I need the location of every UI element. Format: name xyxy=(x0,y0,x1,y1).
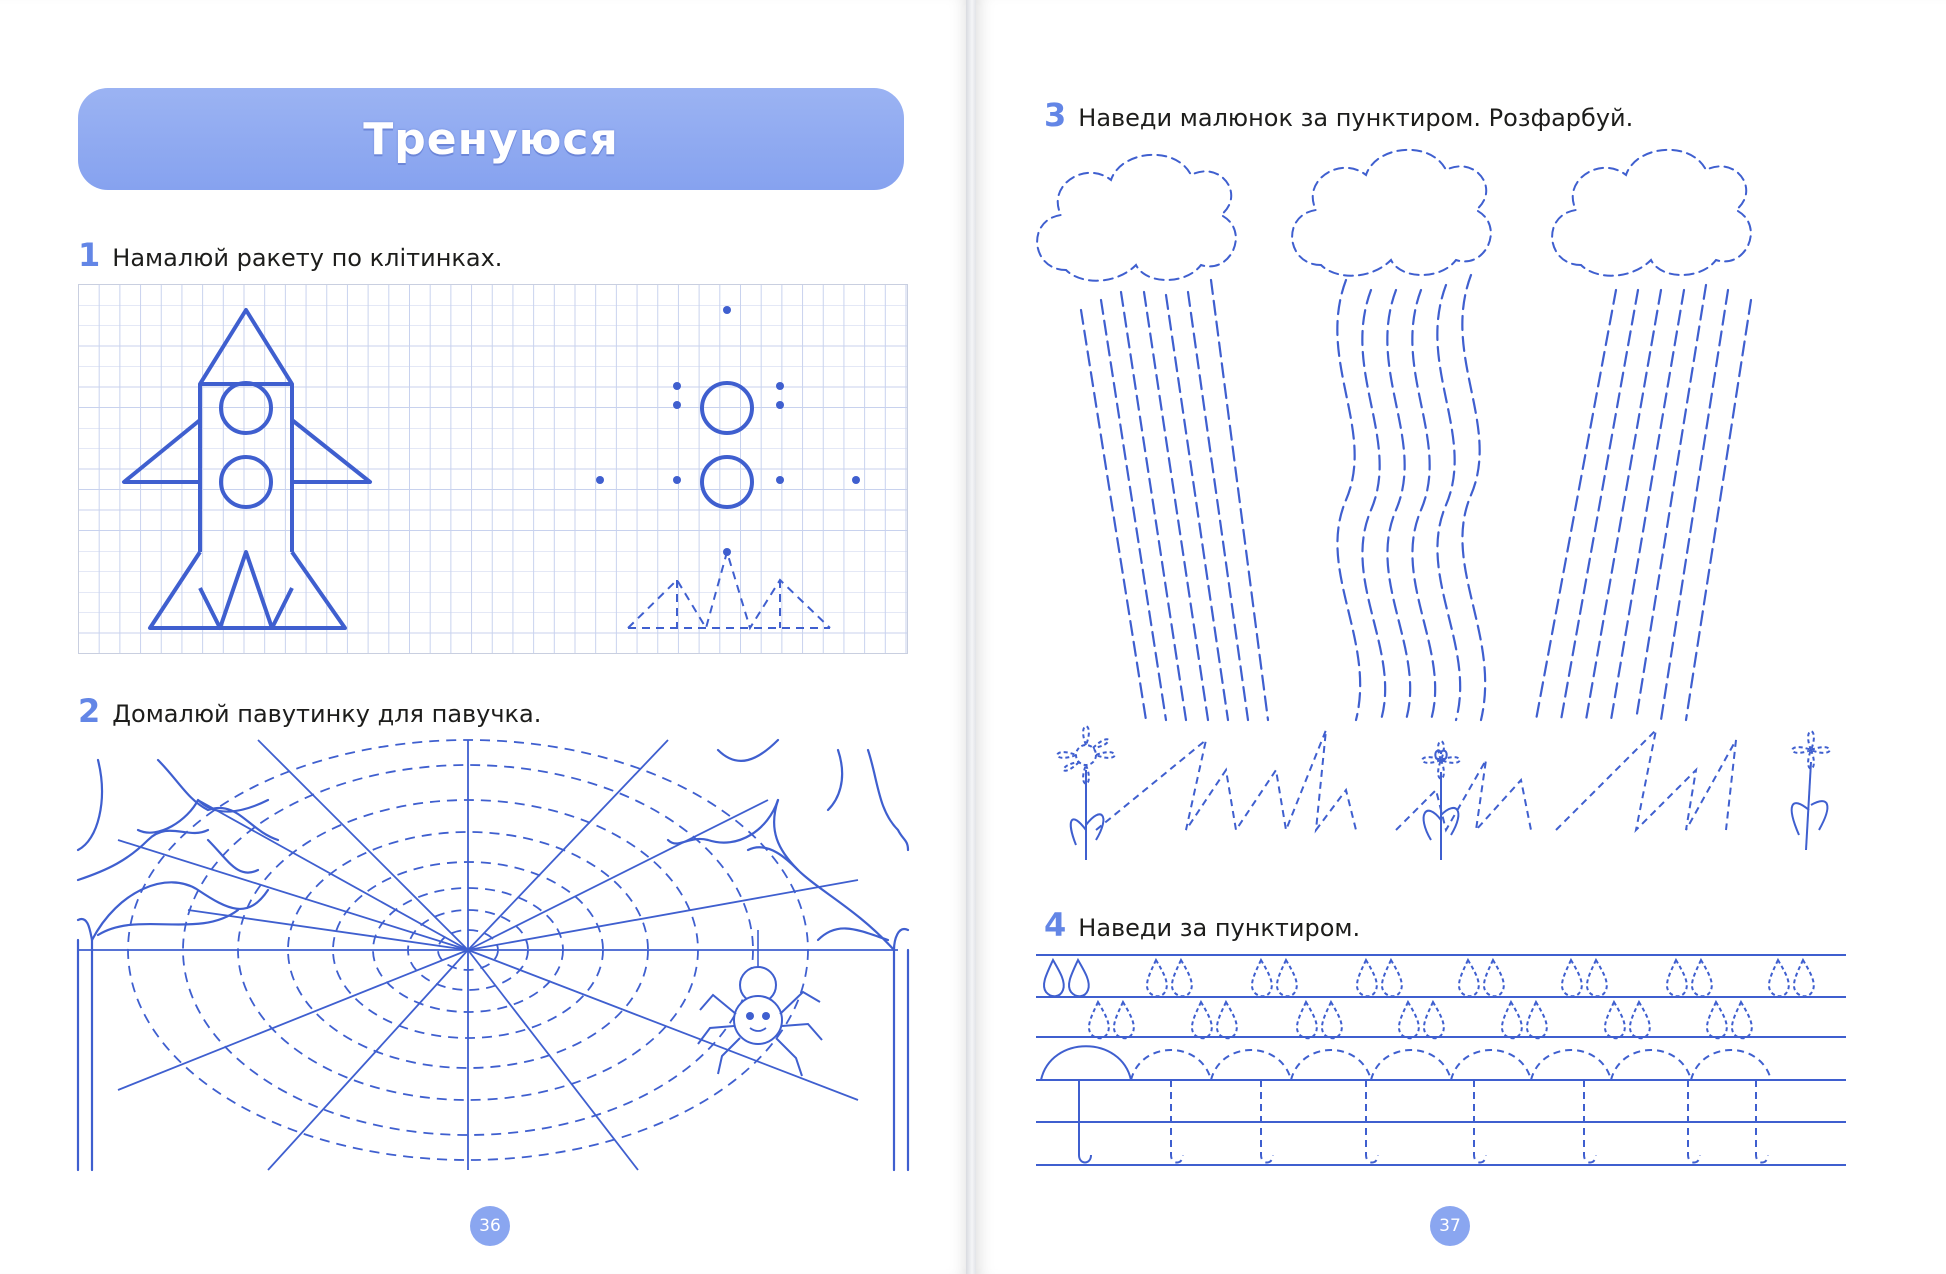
task-1-text: Намалюй ракету по клітинках. xyxy=(112,244,503,272)
cloud-3 xyxy=(1552,150,1751,276)
task-3-text: Наведи малюнок за пунктиром. Розфарбуй. xyxy=(1078,104,1634,132)
task-4-instruction xyxy=(1044,906,1360,944)
page-number-left: 36 xyxy=(470,1206,510,1246)
trees-and-branches xyxy=(78,740,908,1170)
flower-1-icon xyxy=(1057,726,1115,860)
flower-2-icon xyxy=(1422,741,1460,860)
rocket-illustration xyxy=(0,0,968,700)
spider-web-illustration xyxy=(78,740,908,1170)
umbrella-shapes xyxy=(1041,1046,1771,1162)
task-2-text: Домалюй павутинку для павучка. xyxy=(112,700,542,728)
rain-lines xyxy=(1081,275,1751,720)
section-title: Тренуюся xyxy=(363,113,619,165)
task-4-number: 4 xyxy=(1044,906,1067,944)
page-number-right: 37 xyxy=(1430,1206,1470,1246)
rocket-complete xyxy=(124,310,370,628)
flower-icons xyxy=(1057,726,1830,860)
clouds-rain-illustration xyxy=(976,0,1946,880)
task-3-number: 3 xyxy=(1044,96,1067,134)
cloud-2 xyxy=(1292,150,1491,276)
ruled-lines xyxy=(1036,955,1846,1165)
task-4-text: Наведи за пунктиром. xyxy=(1078,914,1361,942)
drop-shapes xyxy=(1044,960,1814,1038)
task-2-instruction xyxy=(78,692,541,730)
task-1-number: 1 xyxy=(78,236,101,274)
grass-zigzags xyxy=(1096,730,1736,830)
tracing-lines xyxy=(1036,950,1916,1180)
rocket-dots-partial xyxy=(596,306,860,628)
spider-icon xyxy=(698,930,822,1076)
task-2-number: 2 xyxy=(78,692,101,730)
flower-3-icon xyxy=(1792,731,1830,850)
cloud-1 xyxy=(1037,155,1236,281)
right-page xyxy=(976,0,1946,1274)
left-page xyxy=(0,0,968,1274)
